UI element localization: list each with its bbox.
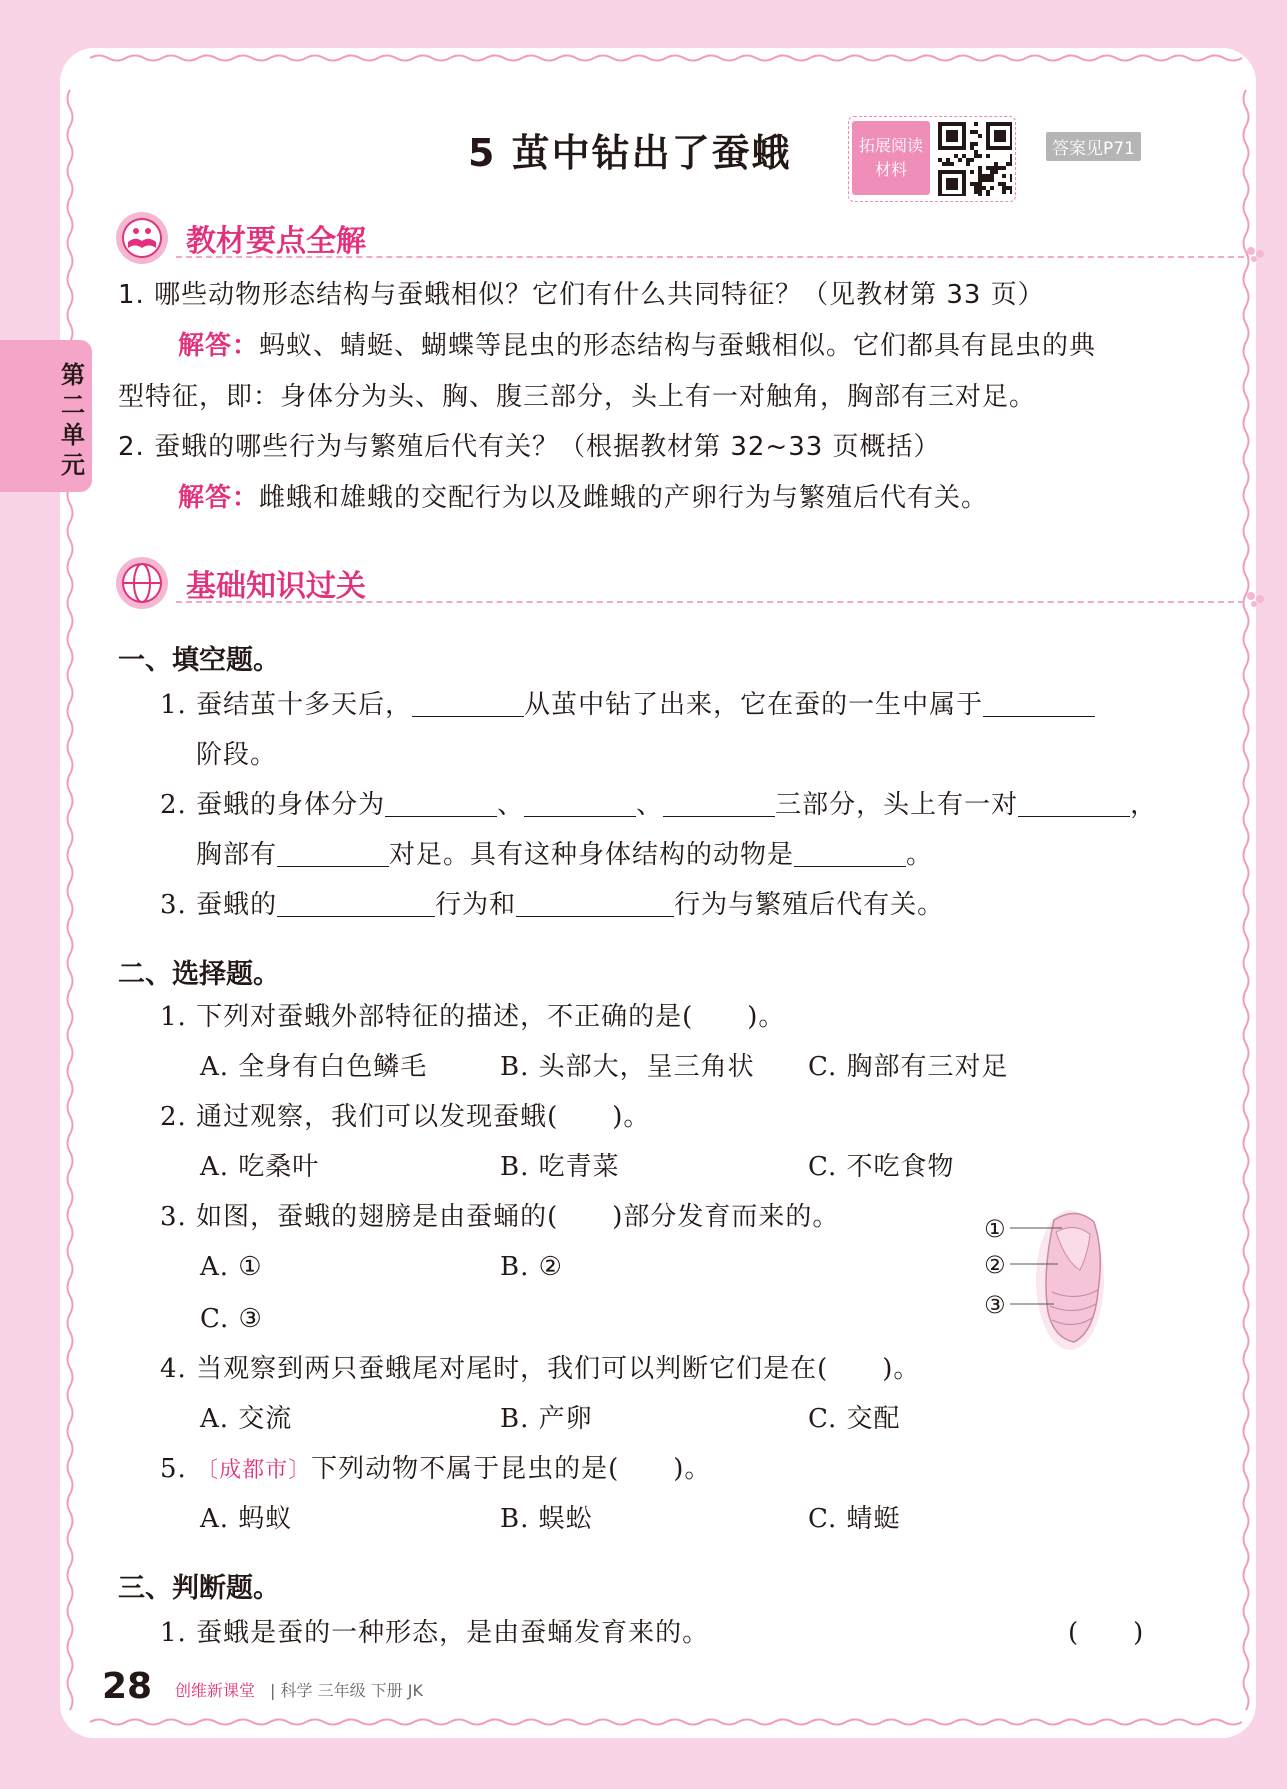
judge-answer-paren[interactable]: ( ) <box>1068 1618 1145 1648</box>
judge-question-1: 1. 蚕蛾是蚕的一种形态，是由蚕蛹发育来的。 <box>160 1618 710 1648</box>
region-tag: 〔成都市〕 <box>196 1458 312 1483</box>
qr-code-icon[interactable] <box>936 120 1012 196</box>
answer-blank[interactable] <box>385 792 497 817</box>
fill-q3-text-c: 行为与繁殖后代有关。 <box>674 890 945 920</box>
key-question-1: 1. 哪些动物形态结构与蚕蛾相似？它们有什么共同特征？（见教材第 33 页） <box>118 280 1045 310</box>
choice-question-2: 2. 通过观察，我们可以发现蚕蛾( )。 <box>160 1102 651 1132</box>
answer-blank[interactable] <box>1018 792 1130 817</box>
choice-q5-number: 5. <box>160 1454 187 1484</box>
answer-label: 解答： <box>178 483 260 513</box>
answer-blank[interactable] <box>663 792 775 817</box>
answer-text: 蚂蚁、蜻蜓、蝴蝶等昆虫的形态结构与蚕蛾相似。它们都具有昆虫的典 <box>259 331 1097 361</box>
page-number: 28 <box>102 1666 153 1707</box>
choice-option[interactable]: B. 吃青菜 <box>500 1152 620 1182</box>
judge-heading: 三、判断题。 <box>118 1573 280 1604</box>
qr-label-line1: 拓展阅读 <box>858 136 923 155</box>
key-question-2: 2. 蚕蛾的哪些行为与繁殖后代有关？（根据教材第 32~33 页概括） <box>118 432 941 462</box>
fill-q1-text-b: 从茧中钻了出来，它在蚕的一生中属于 <box>524 690 984 720</box>
key-answer-1-line2: 型特征，即：身体分为头、胸、腹三部分，头上有一对触角，胸部有三对足。 <box>118 382 1037 412</box>
choice-option[interactable]: C. 交配 <box>808 1404 901 1434</box>
fill-question-2-cont <box>196 838 933 872</box>
fill-q2-sep2: 、 <box>636 790 664 820</box>
choice-heading: 二、选择题。 <box>118 959 280 990</box>
section-title-key-points: 教材要点全解 <box>186 224 366 259</box>
choice-option[interactable]: B. 产卵 <box>500 1404 593 1434</box>
figure-label: ② <box>984 1251 1006 1279</box>
answer-text: 雌蛾和雄蛾的交配行为以及雌蛾的产卵行为与繁殖后代有关。 <box>259 483 989 513</box>
choice-option[interactable]: A. 蚂蚁 <box>200 1504 293 1534</box>
choice-option[interactable]: A. 全身有白色鳞毛 <box>200 1052 428 1082</box>
fill-heading: 一、填空题。 <box>118 645 280 676</box>
footer-info: | 科学 三年级 下册 JK <box>270 1681 423 1700</box>
choice-option[interactable]: B. 头部大，呈三角状 <box>500 1052 755 1082</box>
choice-option[interactable]: A. ① <box>200 1252 263 1282</box>
section-title-basic-knowledge: 基础知识过关 <box>186 569 366 604</box>
fill-q1-text-a: 1. 蚕结茧十多天后， <box>160 690 413 720</box>
lesson-title: 5 茧中钻出了蚕蛾 <box>468 131 792 175</box>
fill-q3-text-b: 行为和 <box>435 890 517 920</box>
answer-reference-badge: 答案见P71 <box>1046 132 1141 161</box>
book-icon <box>114 210 178 266</box>
fill-question-1-cont: 阶段。 <box>196 740 278 770</box>
footer-brand: 创维新课堂 <box>175 1681 256 1700</box>
fill-question-3 <box>160 888 944 922</box>
fill-q2-sep1: 、 <box>497 790 525 820</box>
silkworm-pupa-figure <box>984 1192 1114 1362</box>
key-answer-1-line1 <box>178 329 1096 363</box>
answer-blank[interactable] <box>277 842 389 867</box>
choice-question-3: 3. 如图，蚕蛾的翅膀是由蚕蛹的( )部分发育而来的。 <box>160 1202 840 1232</box>
qr-label-line2: 材料 <box>874 160 907 179</box>
unit-side-tab-label: 第二单元 <box>61 361 85 479</box>
choice-question-1: 1. 下列对蚕蛾外部特征的描述，不正确的是( )。 <box>160 1002 786 1032</box>
choice-q5-text: 下列动物不属于昆虫的是( )。 <box>311 1454 712 1484</box>
section-divider <box>176 256 1244 258</box>
qr-label[interactable] <box>852 121 930 195</box>
answer-blank[interactable] <box>516 892 674 917</box>
answer-blank[interactable] <box>983 692 1095 717</box>
fill-question-2 <box>160 788 1157 822</box>
choice-question-5 <box>160 1452 711 1488</box>
figure-label: ① <box>984 1215 1006 1243</box>
choice-option[interactable]: B. 蜈蚣 <box>500 1504 593 1534</box>
key-answer-2 <box>178 481 988 515</box>
globe-icon <box>114 555 178 611</box>
fill-q2-text-e: 对足。具有这种身体结构的动物是 <box>389 840 795 870</box>
answer-blank[interactable] <box>524 792 636 817</box>
answer-blank[interactable] <box>794 842 906 867</box>
fill-q2-text-b: 三部分，头上有一对 <box>775 790 1019 820</box>
choice-option[interactable]: B. ② <box>500 1252 563 1282</box>
choice-option[interactable]: C. 不吃食物 <box>808 1152 955 1182</box>
fill-q2-text-f: 。 <box>906 840 934 870</box>
decorative-dots-icon <box>1246 245 1268 263</box>
decorative-dots-icon <box>1246 590 1268 608</box>
figure-label: ③ <box>984 1291 1006 1319</box>
answer-blank[interactable] <box>412 692 524 717</box>
choice-option[interactable]: A. 吃桑叶 <box>200 1152 320 1182</box>
choice-option[interactable]: C. 胸部有三对足 <box>808 1052 1009 1082</box>
fill-q3-text-a: 3. 蚕蛾的 <box>160 890 278 920</box>
fill-q2-text-d: 胸部有 <box>196 840 278 870</box>
section-divider <box>176 601 1244 603</box>
choice-option[interactable]: A. 交流 <box>200 1404 293 1434</box>
choice-option[interactable]: C. 蜻蜓 <box>808 1504 901 1534</box>
answer-blank[interactable] <box>277 892 435 917</box>
choice-question-4: 4. 当观察到两只蚕蛾尾对尾时，我们可以判断它们是在( )。 <box>160 1354 921 1384</box>
fill-question-1 <box>160 688 1095 722</box>
fill-q2-text-a: 2. 蚕蛾的身体分为 <box>160 790 386 820</box>
answer-label: 解答： <box>178 331 260 361</box>
choice-option[interactable]: C. ③ <box>200 1304 263 1334</box>
fill-q2-text-c: ， <box>1130 790 1158 820</box>
